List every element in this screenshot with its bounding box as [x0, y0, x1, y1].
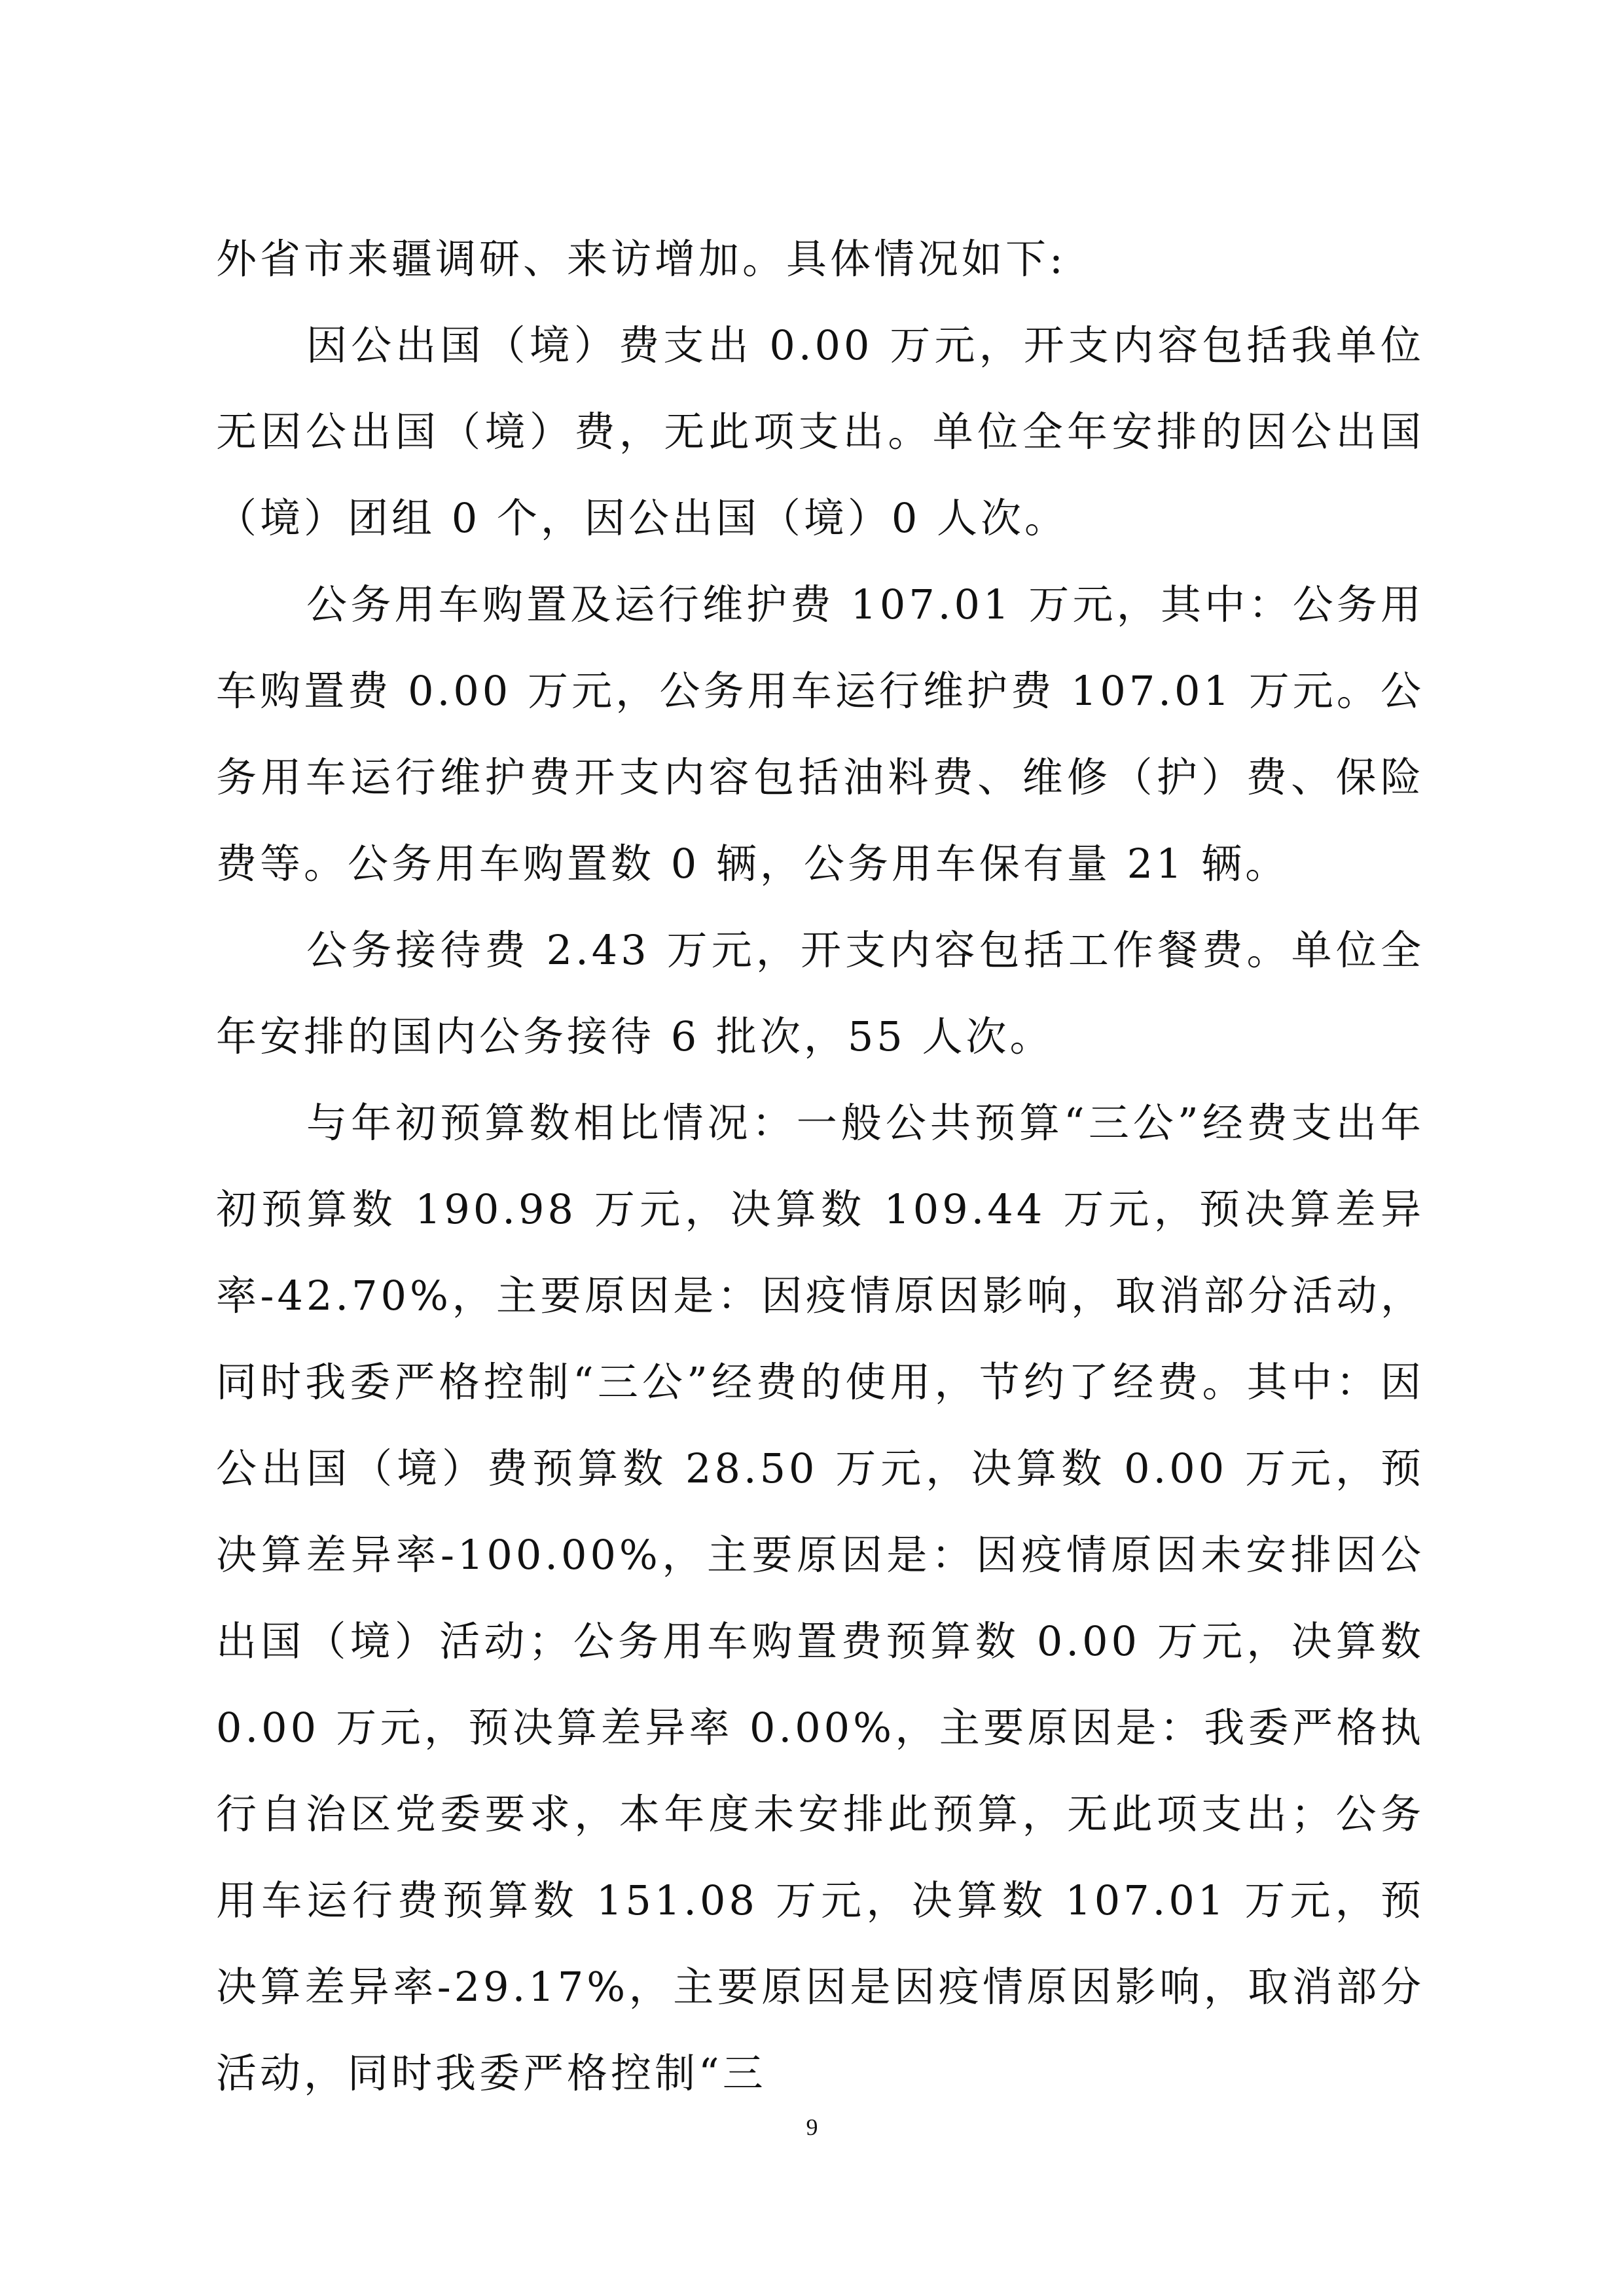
paragraph-overseas-travel: 因公出国（境）费支出 0.00 万元，开支内容包括我单位无因公出国（境）费，无此项支出。单位全年安排的因公出国（境）团组 0 个，因公出国（境）0 人次。 — [216, 321, 1424, 542]
paragraph-continuation: 外省市来疆调研、来访增加。具体情况如下: — [216, 235, 1066, 283]
paragraph-budget-comparison: 与年初预算数相比情况：一般公共预算“三公”经费支出年初预算数 190.98 万元，决算数 109.44 万元，预决算差异率-42.70%，主要原因是：因疫情原因影响，取消部分活动，同时我委严格控制“三公”经费的使用，节约了经费。其中：因公出国（境）费预算数 28.50 万元，决算数 0.00 万元，预决算差异率-100.00%，主要原因是：因疫情原因未安排因公出国（境）活动；公务用车购置费预算数 0.00 万元，决算数 0.00 万元，预决算差异率 0.00%，主要原因是：我委严格执行自治区党委要求，本年度未安排此预算，无此项支出；公务用车运行费预算数 151.08 万元，决算数 107.01 万元，预决算差异率-29.17%，主要原因是因疫情原因影响，取消部分活动，同时我委严格控制“三 — [216, 1099, 1424, 2097]
paragraph-official-reception: 公务接待费 2.43 万元，开支内容包括工作餐费。单位全年安排的国内公务接待 6 批次，55 人次。 — [216, 926, 1424, 1060]
paragraph-official-vehicles: 公务用车购置及运行维护费 107.01 万元，其中：公务用车购置费 0.00 万元，公务用车运行维护费 107.01 万元。公务用车运行维护费开支内容包括油料费、维修（护）费、保险费等。公务用车购置数 0 辆，公务用车保有量 21 辆。 — [216, 581, 1424, 888]
document-body — [216, 216, 1424, 2117]
page-number: 9 — [806, 2114, 818, 2140]
